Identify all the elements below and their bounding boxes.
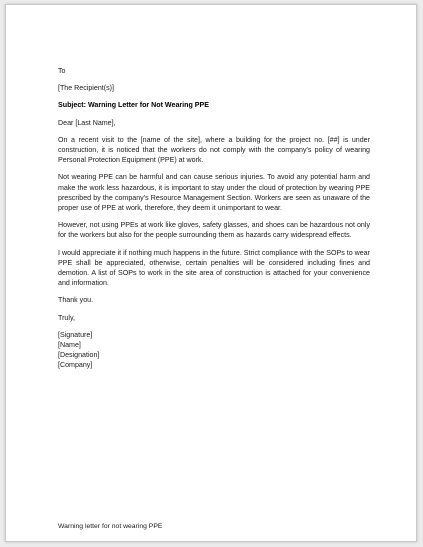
- signature-placeholder: [Signature]: [58, 330, 93, 339]
- recipient-line: [The Recipient(s)]: [58, 84, 114, 93]
- letter-body: [58, 66, 370, 371]
- to-line: To: [58, 67, 66, 75]
- document-page: [5, 4, 417, 542]
- subject-line: Subject: Warning Letter for Not Wearing PPE: [58, 101, 209, 110]
- thank-you-line: Thank you.: [58, 296, 94, 305]
- paragraph-ppe-harm: Not wearing PPE can be harmful and can cause serious injuries. To avoid any potential harm and make the work less hazardous, it is important to stay under the cloud of protection by wearing PPE prescribed by the company's Resource Management Section. Workers are seen as unaware of the proper use of PPE at work, therefore, they deem it unimportant to wear.: [58, 173, 370, 213]
- paragraph-compliance: I would appreciate it if nothing much happens in the future. Strict compliance with the SOPs to wear PPE shall be appreciated, otherwise, certain penalties will be considered including fines and demotion. A list of SOPs to work in the site area of construction is attached for your convenience and information.: [58, 248, 370, 288]
- page-footer: Warning letter for not wearing PPE: [58, 523, 163, 530]
- closing-line: Truly,: [58, 313, 75, 322]
- designation-placeholder: [Designation]: [58, 351, 100, 360]
- paragraph-site-visit: On a recent visit to the [name of the site], where a building for the project no. [##] is under construction, it is noticed that the workers do not comply with the company's policy of wearing Personal Protection Equipment (PPE) at work.: [58, 135, 370, 165]
- salutation: Dear [Last Name],: [58, 118, 116, 127]
- name-placeholder: [Name]: [58, 341, 81, 350]
- paragraph-hazards: However, not using PPEs at work like gloves, safety glasses, and shoes can be hazardous not only for the workers but also for the people surrounding them as hazards carry widespread effects.: [58, 221, 370, 240]
- company-placeholder: [Company]: [58, 361, 93, 370]
